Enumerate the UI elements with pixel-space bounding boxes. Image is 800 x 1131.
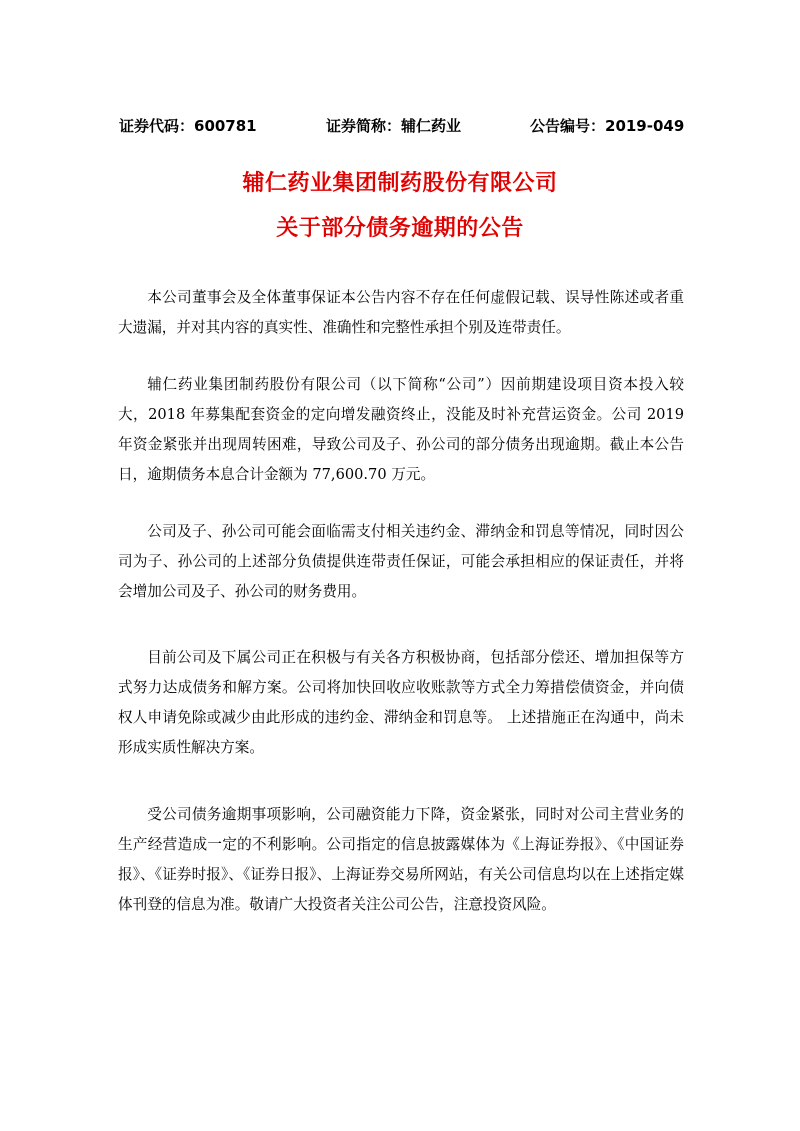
announcement-number: 公告编号：2019-049 — [530, 117, 685, 135]
announcement-header — [119, 114, 691, 138]
paragraph-negotiation: 目前公司及下属公司正在积极与有关各方积极协商，包括部分偿还、增加担保等方式努力达成债务和解方案。公司将加快回收应收账款等方式全力筹措偿债资金，并向债权人申请免除或减少由此形成的违约金、滞纳金和罚息等。 上述措施正在沟通中，尚未形成实质性解决方案。 — [118, 649, 684, 756]
stock-short-name: 证券简称：辅仁药业 — [326, 117, 462, 135]
paragraph-board-statement: 本公司董事会及全体董事保证本公告内容不存在任何虚假记载、误导性陈述或者重大遗漏，并对其内容的真实性、准确性和完整性承担个别及连带责任。 — [118, 289, 684, 336]
company-title: 辅仁药业集团制药股份有限公司 — [242, 171, 558, 196]
paragraph-risk-notice: 受公司债务逾期事项影响，公司融资能力下降，资金紧张，同时对公司主营业务的生产经营造成一定的不利影响。公司指定的信息披露媒体为《上海证券报》、《中国证券报》、《证券时报》、《证券日报》、上海证券交易所网站，有关公司信息均以在上述指定媒体刊登的信息为准。敬请广大投资者关注公司公告，注意投资风险。 — [118, 806, 684, 913]
paragraph-penalties: 公司及子、孙公司可能会面临需支付相关违约金、滞纳金和罚息等情况，同时因公司为子、孙公司的上述部分负债提供连带责任保证，可能会承担相应的保证责任，并将会增加公司及子、孙公司的财务费用。 — [118, 523, 684, 600]
stock-code: 证券代码：600781 — [119, 117, 257, 135]
paragraph-overdue-debt: 辅仁药业集团制药股份有限公司（以下简称“公司”）因前期建设项目资本投入较大，2018 年募集配套资金的定向增发融资终止，没能及时补充营运资金。公司 2019 年资金紧张并出现周转困难，导致公司及子、孙公司的部分债务出现逾期。截止本公告日，逾期债务本息合计金额为 77,600.70 万元。 — [118, 376, 684, 483]
announcement-title: 关于部分债务逾期的公告 — [276, 216, 524, 241]
